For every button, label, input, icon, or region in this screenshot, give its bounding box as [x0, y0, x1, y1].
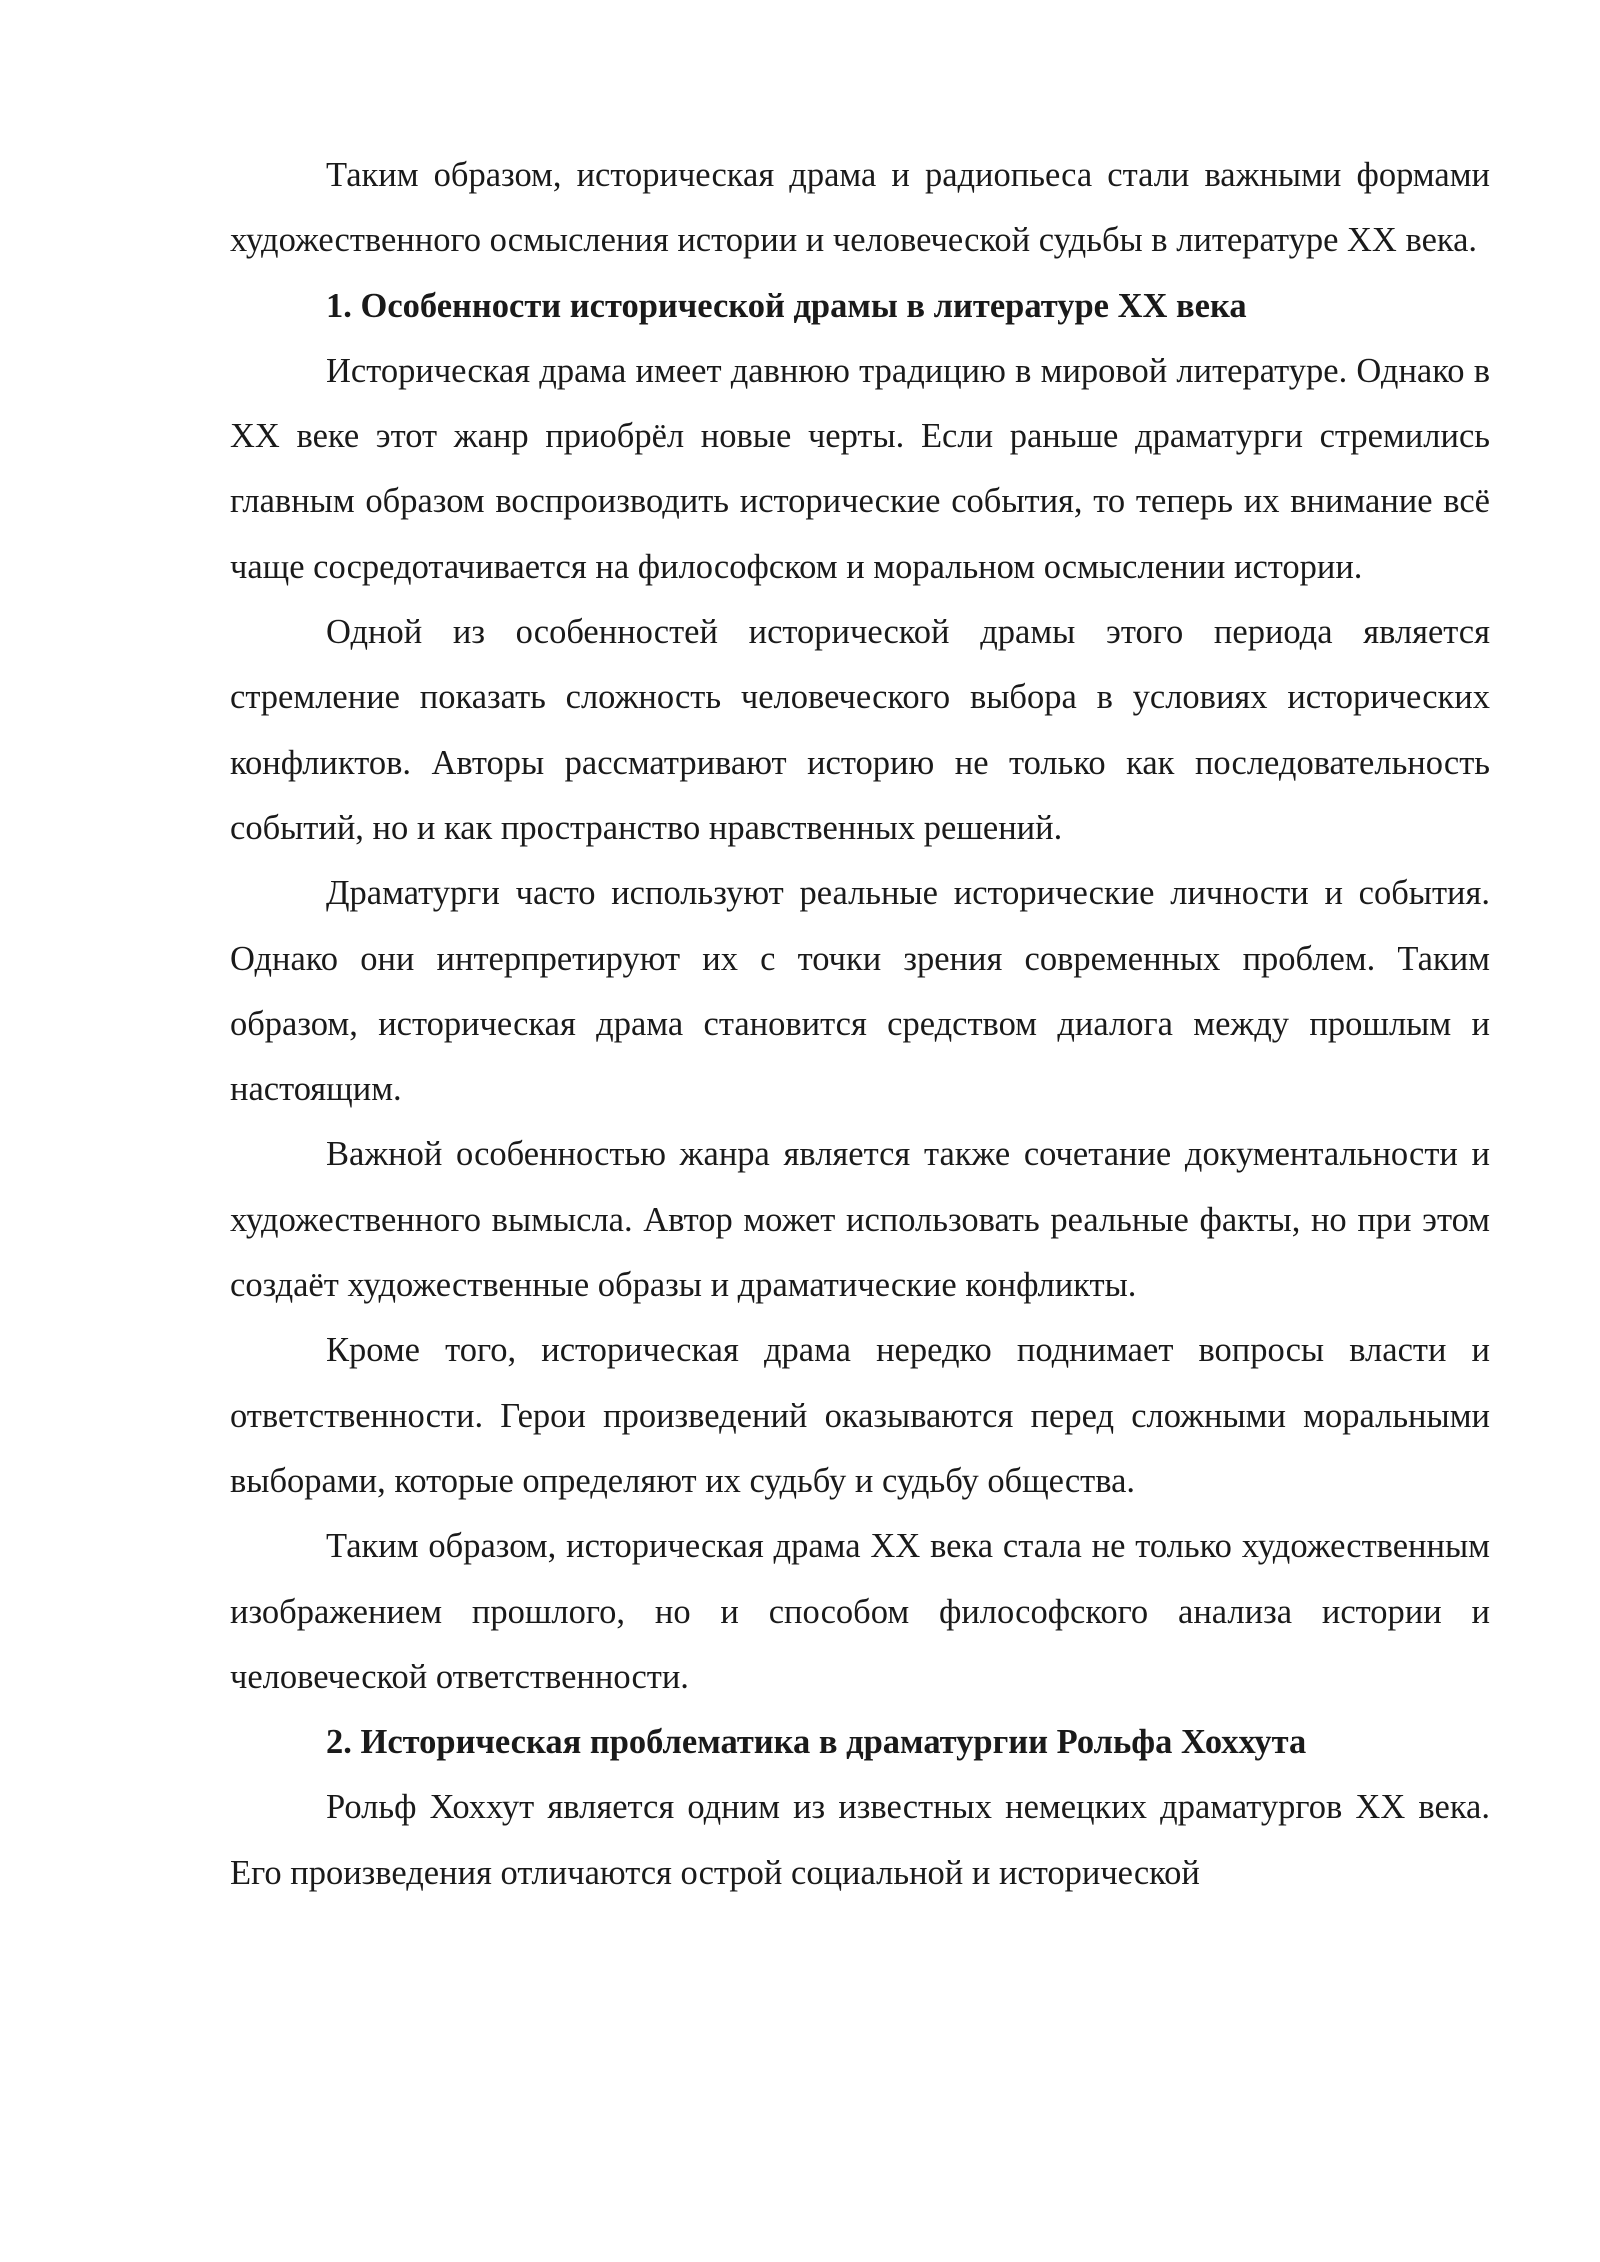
- paragraph-power: Кроме того, историческая драма нередко поднимает вопросы власти и ответственности. Герои произведений оказываются перед сложными моральными выборами, которые определяют их судьбу и судьбу общества.: [230, 1331, 1490, 1500]
- paragraph-conclusion: Таким образом, историческая драма XX века стала не только художественным изображением прошлого, но и способом философского анализа истории и человеческой ответственности.: [230, 1527, 1490, 1696]
- document-body: [230, 143, 1490, 1906]
- paragraph-human-choice: Одной из особенностей исторической драмы этого периода является стремление показать сложность человеческого выбора в условиях исторических конфликтов. Авторы рассматривают историю не только как последовательность событий, но и как пространство нравственных решений.: [230, 613, 1490, 847]
- paragraph-tradition: Историческая драма имеет давнюю традицию в мировой литературе. Однако в XX веке этот жанр приобрёл новые черты. Если раньше драматурги стремились главным образом воспроизводить исторические события, то теперь их внимание всё чаще сосредотачивается на философском и моральном осмыслении истории.: [230, 351, 1490, 586]
- section-heading-1: 1. Особенности исторической драмы в литературе XX века: [326, 286, 1247, 325]
- section-heading-2: 2. Историческая проблематика в драматургии Рольфа Хоххута: [326, 1723, 1307, 1762]
- paragraph-hochhuth: Рольф Хоххут является одним из известных немецких драматургов XX века. Его произведения отличаются острой социальной и исторической: [230, 1788, 1490, 1892]
- paragraph-documentary: Важной особенностью жанра является также сочетание документальности и художественного вымысла. Автор может использовать реальные факты, но при этом создаёт художественные образы и драматические конфликты.: [230, 1135, 1490, 1305]
- paragraph-real-figures: Драматурги часто используют реальные исторические личности и события. Однако они интерпретируют их с точки зрения современных проблем. Таким образом, историческая драма становится средством диалога между прошлым и настоящим.: [230, 874, 1490, 1109]
- paragraph-conclusion-intro: Таким образом, историческая драма и радиопьеса стали важными формами художественного осмысления истории и человеческой судьбы в литературе XX века.: [230, 156, 1490, 260]
